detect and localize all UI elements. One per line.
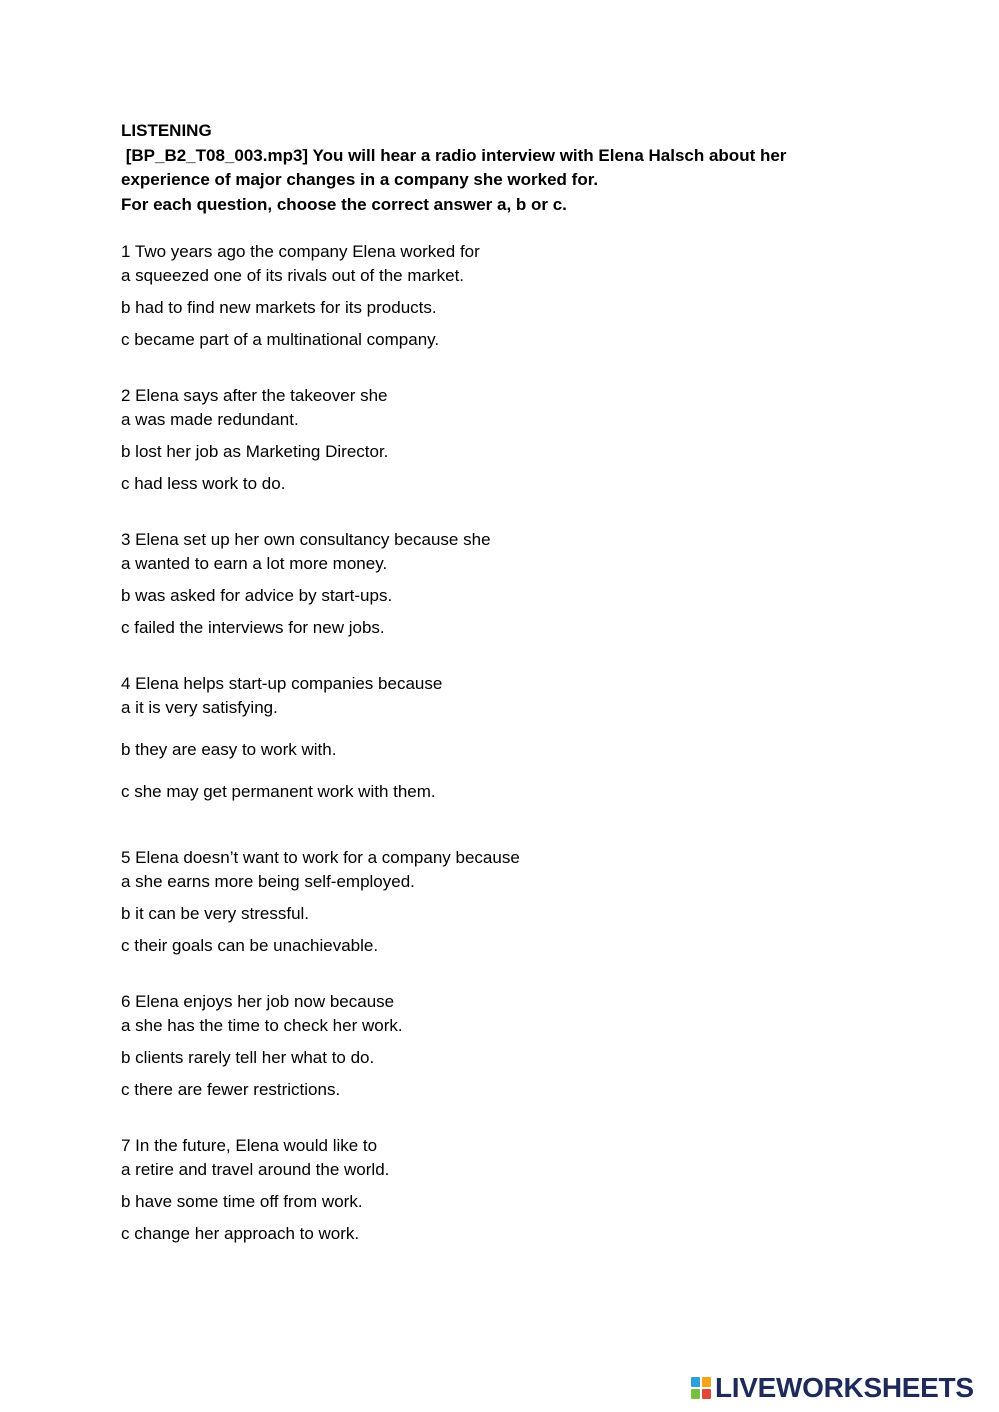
option-c[interactable]: c change her approach to work. — [121, 1224, 360, 1244]
question-7 — [121, 1134, 921, 1246]
option-b[interactable]: b had to find new markets for its products. — [121, 298, 437, 318]
question-stem: 2 Elena says after the takeover she — [121, 386, 388, 406]
question-stem: 6 Elena enjoys her job now because — [121, 992, 395, 1012]
logo-mark-icon — [691, 1377, 711, 1399]
question-3 — [121, 528, 921, 640]
logo-mark-tile — [691, 1377, 700, 1387]
question-stem: 3 Elena set up her own consultancy because she — [121, 530, 491, 550]
option-b[interactable]: b lost her job as Marketing Director. — [121, 442, 389, 462]
option-a[interactable]: a retire and travel around the world. — [121, 1160, 390, 1180]
option-c[interactable]: c failed the interviews for new jobs. — [121, 618, 385, 638]
question-stem: 4 Elena helps start-up companies because — [121, 674, 443, 694]
instructions-line-3: For each question, choose the correct answer a, b or c. — [121, 194, 567, 214]
logo-mark-tile — [702, 1377, 711, 1387]
option-b[interactable]: b they are easy to work with. — [121, 740, 337, 760]
logo-text: LIVEWORKSHEETS — [715, 1372, 974, 1403]
question-stem: 1 Two years ago the company Elena worked for — [121, 242, 480, 262]
option-c[interactable]: c there are fewer restrictions. — [121, 1080, 341, 1100]
option-b[interactable]: b have some time off from work. — [121, 1192, 363, 1212]
option-c[interactable]: c had less work to do. — [121, 474, 286, 494]
question-5 — [121, 846, 921, 958]
question-4 — [121, 672, 921, 804]
option-b[interactable]: b it can be very stressful. — [121, 904, 310, 924]
logo-mark-tile — [702, 1389, 711, 1399]
instructions-line-1: [BP_B2_T08_003.mp3] You will hear a radio interview with Elena Halsch about her — [121, 145, 787, 165]
option-c[interactable]: c became part of a multinational company. — [121, 330, 440, 350]
option-a[interactable]: a squeezed one of its rivals out of the market. — [121, 266, 465, 286]
section-title: LISTENING — [121, 121, 212, 140]
instructions-line-2: experience of major changes in a company she worked for. — [121, 170, 599, 190]
option-c[interactable]: c their goals can be unachievable. — [121, 936, 379, 956]
question-6 — [121, 990, 921, 1102]
option-b[interactable]: b clients rarely tell her what to do. — [121, 1048, 375, 1068]
liveworksheets-logo — [691, 1373, 974, 1403]
worksheet — [121, 119, 921, 1246]
question-stem: 7 In the future, Elena would like to — [121, 1136, 378, 1156]
question-stem: 5 Elena doesn’t want to work for a company because — [121, 848, 520, 868]
question-2 — [121, 384, 921, 496]
worksheet-heading — [121, 119, 921, 217]
logo-mark-tile — [691, 1389, 700, 1399]
option-a[interactable]: a was made redundant. — [121, 410, 299, 430]
question-1 — [121, 240, 921, 352]
option-c[interactable]: c she may get permanent work with them. — [121, 782, 436, 802]
option-a[interactable]: a she earns more being self-employed. — [121, 872, 415, 892]
option-a[interactable]: a wanted to earn a lot more money. — [121, 554, 388, 574]
option-b[interactable]: b was asked for advice by start-ups. — [121, 586, 393, 606]
option-a[interactable]: a she has the time to check her work. — [121, 1016, 403, 1036]
option-a[interactable]: a it is very satisfying. — [121, 698, 278, 718]
